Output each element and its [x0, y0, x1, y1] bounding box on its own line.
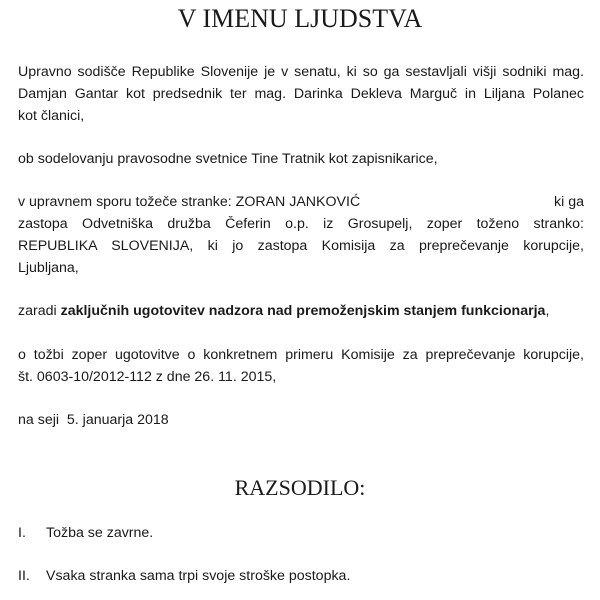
parties-line-1 — [18, 194, 584, 210]
subject-prefix: zaradi — [18, 303, 61, 319]
parties-line-2: zastopa Odvetniška družba Čeferin o.p. iz Grosupelj, zoper toženo stranko: — [18, 216, 584, 232]
verdict-item-number: I. — [18, 525, 26, 541]
subject-bold: zaključnih ugotovitev nadzora nad premoženjskim stanjem funkcionarja — [60, 303, 546, 319]
defendant-name: REPUBLIKA SLOVENIJA, — [18, 238, 194, 254]
parties-line-3 — [18, 238, 584, 256]
subject-paragraph — [18, 303, 584, 319]
clerk-paragraph: ob sodelovanju pravosodne svetnice Tine Tratnik kot zapisnikarice, — [18, 151, 438, 167]
court-line-2: Damjan Gantar kot predsednik ter mag. Darinka Dekleva Marguč in Liljana Polanec — [18, 86, 584, 102]
lawsuit-line-1: o tožbi zoper ugotovitve o konkretnem primeru Komisije za preprečevanje korupcije, — [18, 347, 584, 363]
defendant-representation: ki jo zastopa Komisija za preprečevanje korupcije, — [193, 238, 584, 254]
court-line-1: Upravno sodišče Republike Slovenije je v senatu, ki so ga sestavljali višji sodniki mag. — [18, 64, 584, 80]
subject-suffix: , — [545, 303, 550, 319]
lawsuit-line-2: št. 0603-10/2012-112 z dne 26. 11. 2015, — [18, 369, 277, 385]
parties-line-4: Ljubljana, — [18, 260, 79, 276]
plaintiff-text: v upravnem sporu tožeče stranke: ZORAN JANKOVIĆ — [18, 194, 361, 210]
verdict-item-text: Tožba se zavrne. — [46, 525, 154, 541]
representation-text: ki ga — [554, 194, 584, 210]
document-heading: V IMENU LJUDSTVA — [177, 4, 423, 33]
session-date: na seji 5. januarja 2018 — [18, 412, 169, 428]
verdict-item-text: Vsaka stranka sama trpi svoje stroške postopka. — [46, 568, 351, 584]
verdict-heading: RAZSODILO: — [234, 475, 366, 500]
verdict-item-number: II. — [18, 568, 30, 584]
court-line-3: kot članici, — [18, 108, 85, 124]
